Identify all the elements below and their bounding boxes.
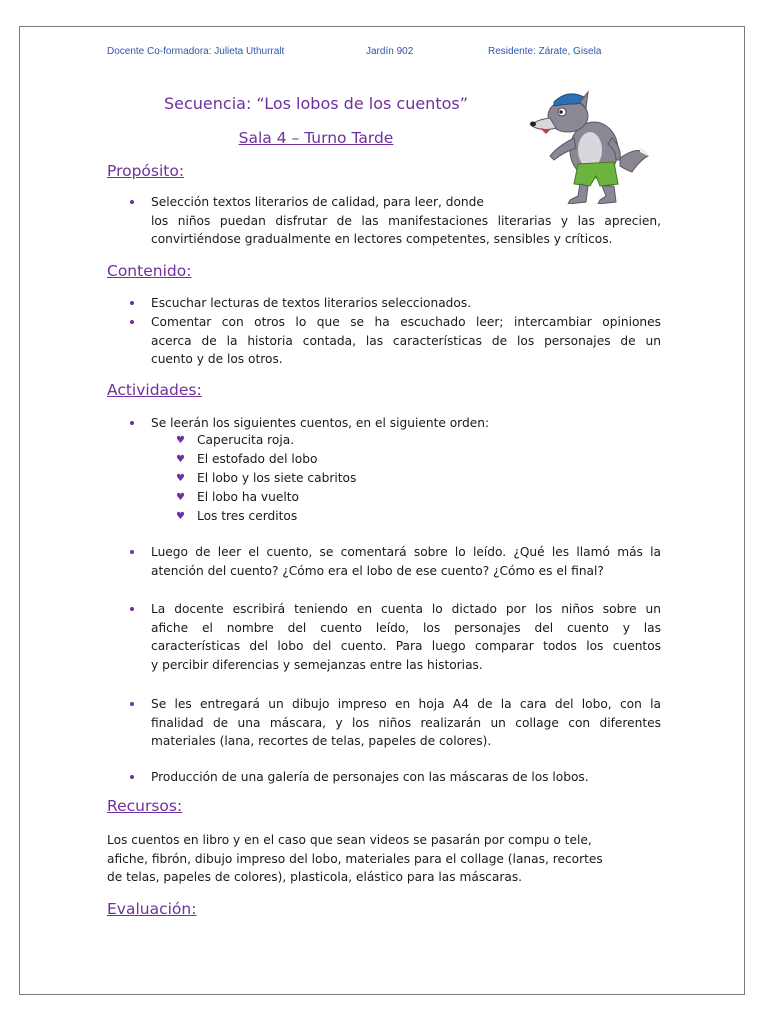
bullet-icon: [130, 607, 134, 611]
cuento-item: El estofado del lobo: [197, 452, 318, 466]
header-residente: Residente: Zárate, Gisela: [488, 46, 602, 57]
document-title: Secuencia: “Los lobos de los cuentos”: [163, 94, 469, 113]
text-line: acerca de la historia contada, las características de los personajes de un: [151, 333, 661, 348]
text-line: características del lobo del cuento. Para luego comparar todos los cuentos: [151, 639, 661, 654]
text-line: de telas, papeles de colores), plasticola, elástico para las máscaras.: [107, 870, 523, 885]
heading-contenido: Contenido:: [107, 262, 192, 280]
heart-icon: ♥: [176, 473, 185, 484]
heart-icon: ♥: [176, 454, 185, 465]
heading-proposito: Propósito:: [107, 162, 185, 180]
cuento-item: Caperucita roja.: [197, 433, 295, 447]
bullet-icon: [130, 775, 134, 779]
text-line: y percibir diferencias y semejanzas entre las historias.: [151, 658, 483, 673]
text-line: Selección textos literarios de calidad, para leer, donde: [151, 195, 484, 209]
text-line: convirtiéndose gradualmente en lectores competentes, sensibles y críticos.: [151, 232, 613, 247]
bullet-icon: [130, 200, 134, 204]
actividad-4: [151, 695, 661, 751]
text-line: afiche el nombre del cuento leído, los personajes del cuento y las: [151, 620, 661, 635]
bullet-icon: [130, 702, 134, 706]
cuento-item: El lobo ha vuelto: [197, 490, 299, 504]
heading-evaluacion: Evaluación:: [107, 900, 197, 918]
header-docente: Docente Co-formadora: Julieta Uthurralt: [107, 46, 285, 57]
cuento-item: El lobo y los siete cabritos: [197, 471, 357, 485]
heart-icon: ♥: [176, 511, 185, 522]
contenido-item-1: Escuchar lecturas de textos literarios seleccionados.: [151, 296, 472, 310]
header-jardin: Jardín 902: [366, 46, 414, 57]
text-line: Luego de leer el cuento, se comentará sobre lo leído. ¿Qué les llamó más la: [151, 545, 661, 559]
wolf-illustration: [528, 86, 650, 204]
actividades-intro: Se leerán los siguientes cuentos, en el siguiente orden:: [151, 416, 490, 430]
text-line: Los cuentos en libro y en el caso que sean videos se pasarán por compu o tele,: [107, 833, 592, 847]
text-line: los niños puedan disfrutar de las manifestaciones literarias y las aprecien,: [151, 213, 661, 228]
text-line: cuento y de los otros.: [151, 352, 283, 367]
bullet-icon: [130, 320, 134, 324]
text-line: La docente escribirá teniendo en cuenta lo dictado por los niños sobre un: [151, 602, 661, 616]
document-subtitle: Sala 4 – Turno Tarde: [238, 129, 394, 147]
recursos-text: [107, 831, 667, 887]
text-line: atención del cuento? ¿Cómo era el lobo de ese cuento? ¿Cómo es el final?: [151, 563, 604, 578]
heading-actividades: Actividades:: [107, 381, 202, 399]
bullet-icon: [130, 550, 134, 554]
heading-recursos: Recursos:: [107, 797, 183, 815]
actividad-2: [151, 543, 661, 580]
actividad-5: Producción de una galería de personajes con las máscaras de los lobos.: [151, 770, 589, 784]
text-line: materiales (lana, recortes de telas, papeles de colores).: [151, 734, 492, 749]
text-line: afiche, fibrón, dibujo impreso del lobo, materiales para el collage (lanas, recortes: [107, 851, 603, 866]
cuento-item: Los tres cerditos: [197, 509, 298, 523]
contenido-item-2: [151, 313, 661, 369]
heart-icon: ♥: [176, 435, 185, 446]
proposito-text: [151, 193, 661, 249]
text-line: Se les entregará un dibujo impreso en hoja A4 de la cara del lobo, con la: [151, 697, 661, 711]
bullet-icon: [130, 301, 134, 305]
text-line: Comentar con otros lo que se ha escuchado leer; intercambiar opiniones: [151, 315, 661, 329]
bullet-icon: [130, 421, 134, 425]
heart-icon: ♥: [176, 492, 185, 503]
actividad-3: [151, 600, 661, 675]
text-line: finalidad de una máscara, y los niños realizarán un collage con diferentes: [151, 715, 661, 730]
